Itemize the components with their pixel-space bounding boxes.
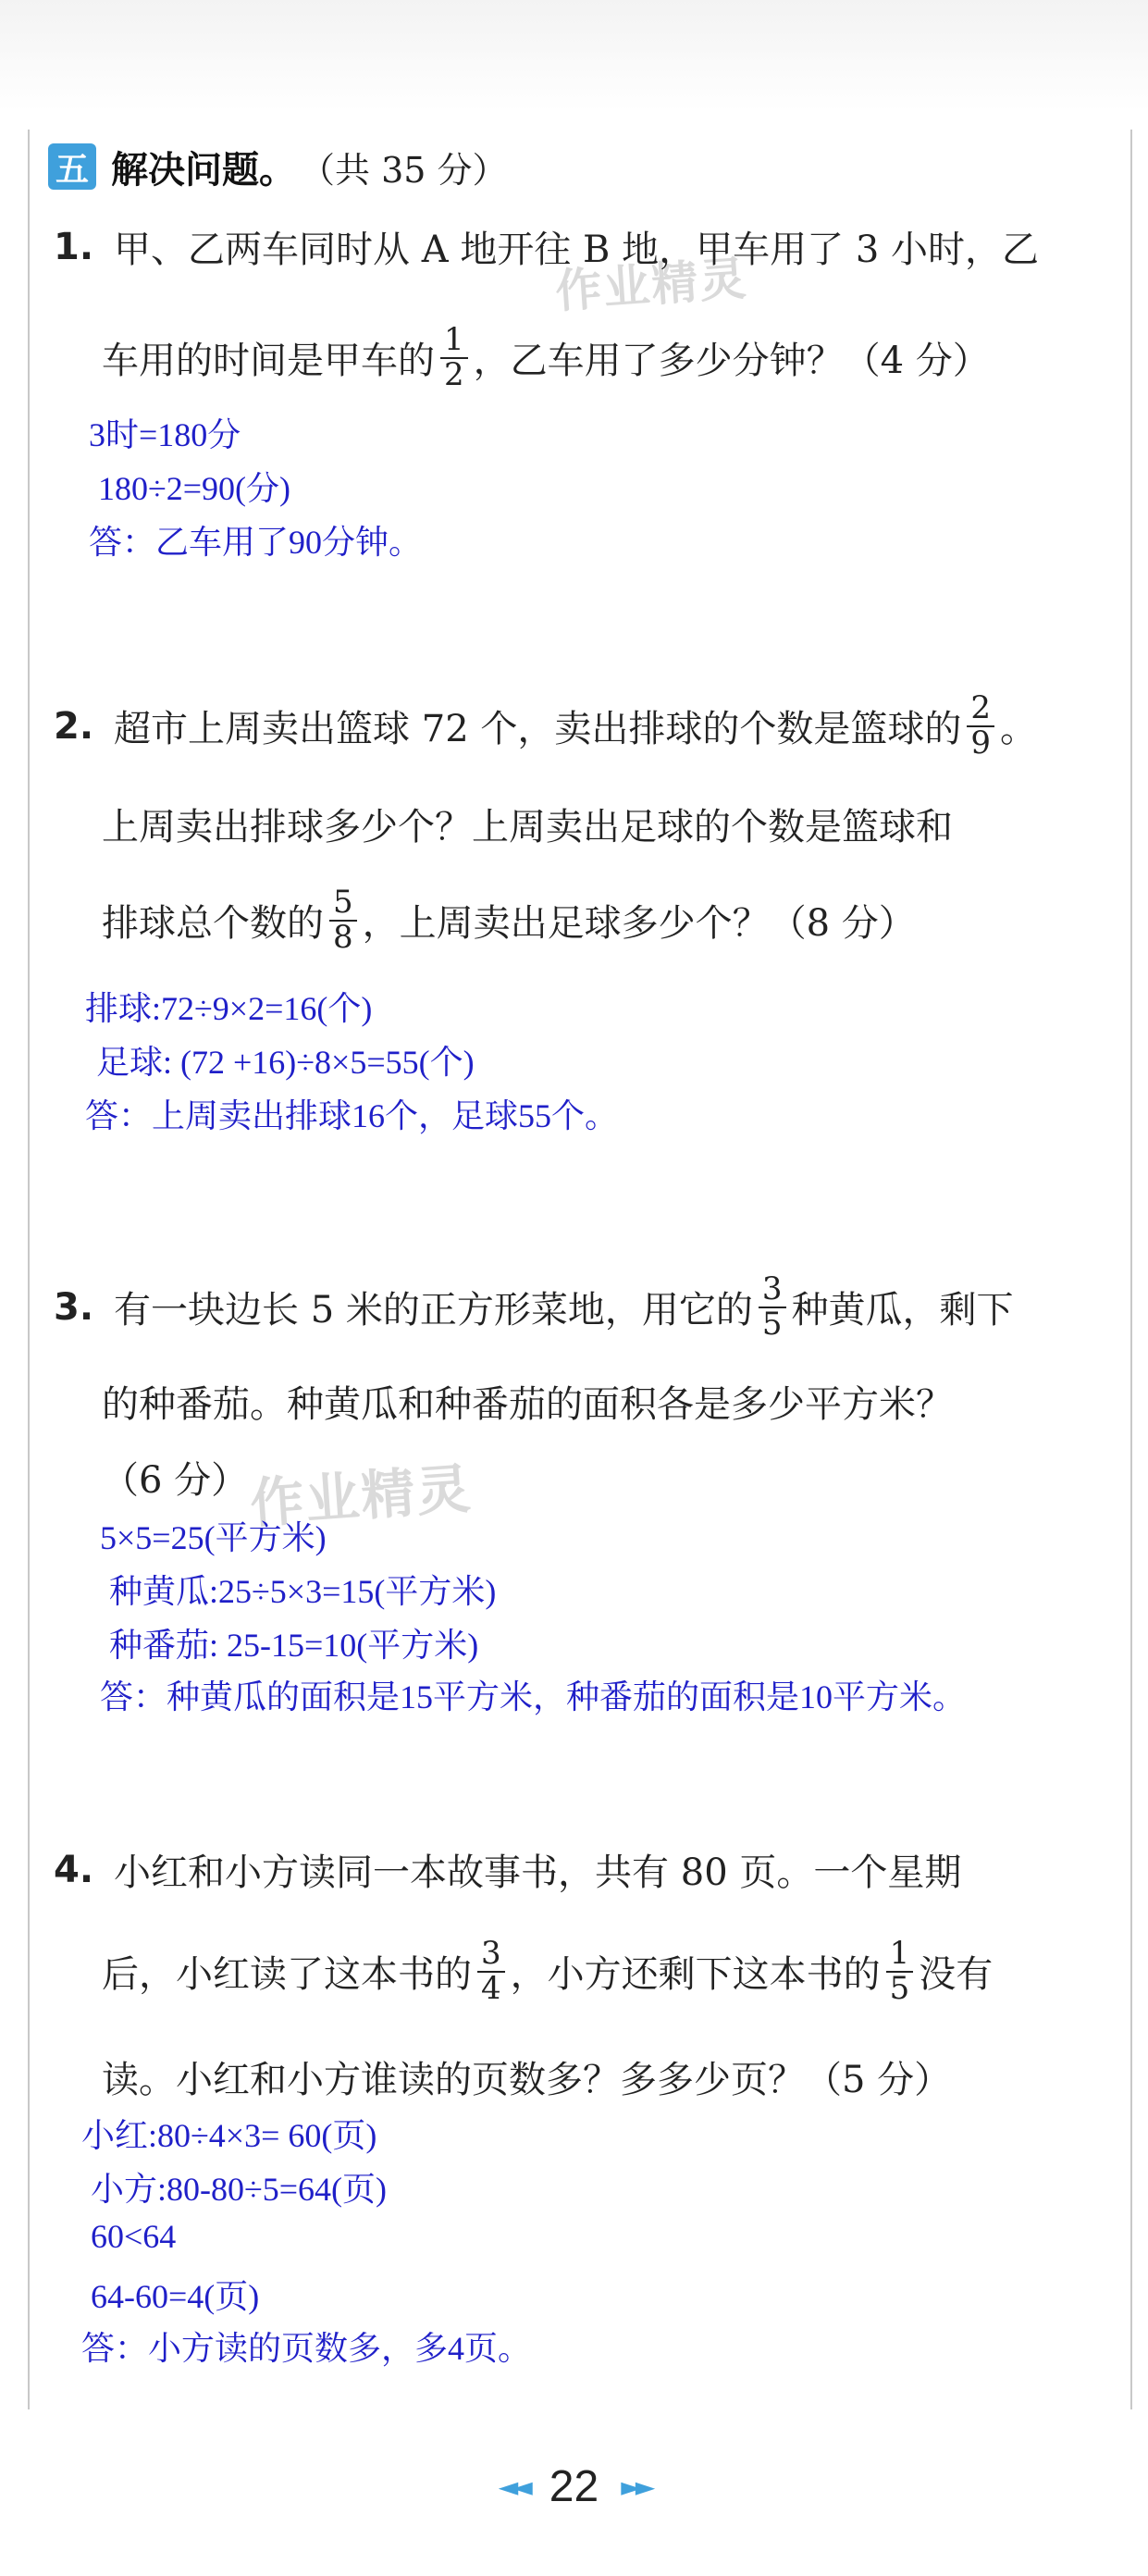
answer-line: 排球:72÷9×2=16(个)	[85, 990, 373, 1027]
fraction-numerator: 2	[970, 689, 991, 726]
problem-text: 小红和小方读同一本故事书，共有 80 页。一个星期	[114, 1852, 962, 1894]
problem-text: 后，小红读了这本书的	[102, 1953, 472, 1997]
problem-text: 没有	[919, 1953, 994, 1997]
problem-number: 2.	[54, 704, 94, 748]
answer-line: 5×5=25(平方米)	[100, 1519, 327, 1556]
problem-line	[54, 1270, 1014, 1343]
fraction-denominator: 2	[440, 357, 468, 392]
problem-text: 。	[1000, 708, 1037, 751]
answer-line: 小方:80-80÷5=64(页)	[91, 2171, 388, 2208]
problem-line	[54, 220, 1039, 273]
prev-page-arrows-icon[interactable]: ◄◄	[498, 2471, 527, 2502]
watermark: 作业精灵	[553, 251, 750, 319]
problem-text: 种黄瓜，剩下	[791, 1289, 1014, 1332]
fraction-denominator: 5	[759, 1307, 786, 1342]
answer-line: 种番茄: 25-15=10(平方米)	[109, 1627, 479, 1664]
page-footer	[0, 2461, 1148, 2512]
fraction-denominator: 4	[477, 1971, 505, 2006]
fraction-numerator: 3	[481, 1935, 501, 1972]
page-number: 22	[549, 2462, 599, 2511]
problem-text: 上周卖出排球多少个？上周卖出足球的个数是篮球和	[102, 806, 953, 848]
problem-line	[102, 1935, 994, 2007]
problem-line	[102, 886, 916, 954]
problem-text: 甲、乙两车同时从 A 地开往 B 地，甲车用了 3 小时，乙	[114, 229, 1040, 271]
section-badge: 五	[48, 143, 96, 190]
fraction	[477, 1935, 505, 2007]
problem-number: 3.	[54, 1285, 94, 1329]
answer-line: 足球: (72 +16)÷8×5=55(个)	[96, 1044, 475, 1081]
problem-line	[102, 798, 953, 850]
fraction-denominator: 9	[967, 725, 994, 761]
left-margin-line	[28, 130, 30, 2409]
section-points: （共 35 分）	[300, 149, 508, 191]
answer-line: 64-60=4(页)	[91, 2278, 260, 2315]
section-title: 解决问题。	[111, 148, 296, 192]
fraction	[886, 1935, 914, 2007]
problem-text: 超市上周卖出篮球 72 个，卖出排球的个数是篮球的	[114, 708, 962, 751]
problem-line	[102, 2050, 951, 2103]
answer-line: 60<64	[91, 2218, 177, 2255]
fraction-denominator: 5	[886, 1971, 914, 2006]
fraction	[967, 689, 994, 762]
problem-text: 的种番茄。种黄瓜和种番茄的面积各是多少平方米？	[102, 1383, 953, 1426]
problem-text: 读。小红和小方谁读的页数多？多多少页？（5 分）	[102, 2059, 952, 2101]
watermark: 作业精灵	[248, 1456, 475, 1536]
problem-number: 1.	[54, 225, 94, 268]
problem-text: （6 分）	[102, 1459, 249, 1502]
problem-text: 有一块边长 5 米的正方形菜地，用它的	[114, 1289, 753, 1332]
answer-line: 答：乙车用了90分钟。	[89, 524, 423, 561]
answer-line: 3时=180分	[89, 416, 241, 453]
answer-line: 小红:80÷4×3= 60(页)	[81, 2117, 377, 2154]
answer-line: 180÷2=90(分)	[98, 470, 291, 507]
answer-line: 种黄瓜:25÷5×3=15(平方米)	[109, 1573, 497, 1610]
problem-text: ，小方还剩下这本书的	[510, 1953, 881, 1997]
fraction-numerator: 5	[333, 884, 353, 921]
answer-line: 答：小方读的页数多，多4页。	[81, 2330, 532, 2367]
problem-line	[54, 689, 1037, 762]
fraction	[440, 321, 468, 393]
problem-number: 4.	[54, 1848, 94, 1891]
problem-line	[54, 1843, 961, 1896]
fraction	[759, 1270, 786, 1343]
next-page-arrows-icon[interactable]: ►►	[621, 2471, 650, 2502]
problem-line	[102, 321, 990, 393]
problem-line	[102, 1451, 248, 1504]
fraction-numerator: 1	[889, 1935, 910, 1972]
fraction	[329, 886, 357, 954]
problem-text: ，乙车用了多少分钟？（4 分）	[473, 340, 990, 383]
fraction-numerator: 3	[761, 1270, 783, 1307]
problem-text: 车用的时间是甲车的	[102, 340, 435, 383]
problem-line	[102, 1375, 953, 1428]
answer-line: 答：种黄瓜的面积是15平方米，种番茄的面积是10平方米。	[100, 1678, 967, 1715]
right-margin-line	[1130, 130, 1132, 2409]
problem-text: 排球总个数的	[102, 902, 324, 946]
problem-text: ，上周卖出足球多少个？（8 分）	[362, 902, 916, 946]
fraction-denominator: 8	[329, 920, 357, 955]
section-header	[48, 139, 508, 194]
top-shade	[0, 0, 1148, 111]
fraction-numerator: 1	[444, 321, 464, 358]
answer-line: 答：上周卖出排球16个，足球55个。	[85, 1097, 619, 1134]
